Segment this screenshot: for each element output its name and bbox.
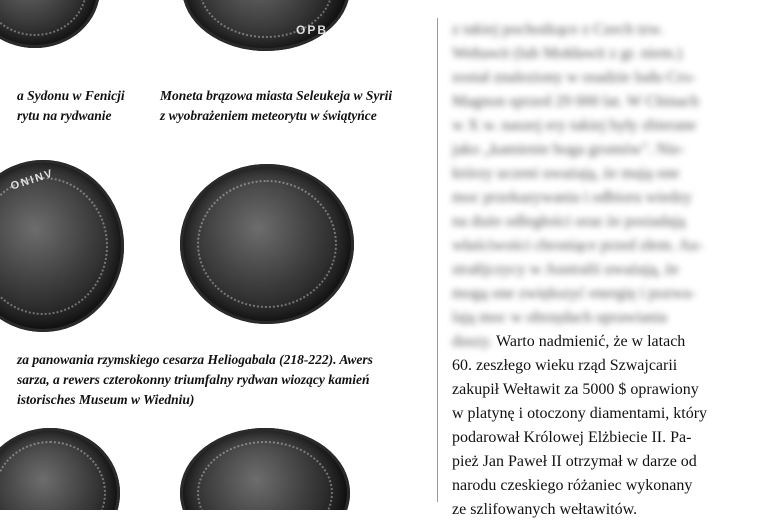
coin-heliogabal-reverse-image — [180, 164, 354, 324]
article-column — [452, 18, 760, 522]
caption-seleukeja: Moneta brązowa miasta Seleukeja w Syrii z wyobrażeniem meteorytu w świątyńce — [160, 88, 393, 123]
coin-top-left-image — [0, 0, 100, 48]
coin-legend: ONINV — [9, 167, 56, 193]
coin-heliogabal-obverse-image — [0, 160, 124, 332]
blurred-lead-word: duszy. — [452, 333, 493, 350]
coin-top-right-image — [182, 0, 350, 51]
coin-legend: ΟΡΒ — [295, 23, 328, 37]
column-divider — [437, 18, 438, 502]
coin-bottom-right-image — [180, 428, 350, 510]
article-paragraph: duszy. Warto nadmienić, że w latach 60. zeszłego wieku rząd Szwajcarii zakupił Wełtawit za 5000 $ oprawiony w platynę i otoczony diamentami, który podarował Królowej Elżbiecie II. Pa- pież Jan Paweł II otrzymał w darze od narodu czeskiego różaniec wykonany ze szlifowanych wełtawitów. — [452, 333, 708, 518]
blurred-article-text: z takiej pochodzące z Czech tzw. Wełtawit (lub Mołdawit z gr. niem.) został znaleziony w osadzie ludu Cro- Magnon sprzed 29 000 lat. W Chinach w X w. naszej ery takiej były zbierane jako „kamienie boga gromów". Nie- którzy uczeni uważają, że mają one moc przekazywania i odbioru wiedzy na duże odległości oraz że posiadają właściwości chroniące przed złem. Au- strałijczycy w Australii uważają, że mogą one zwiększyć energię i pozwa- lają moc w obrzędach uprawiania — [452, 21, 704, 326]
caption-sydon: a Sydonu w Fenicji rytu na rydwanie — [17, 88, 125, 123]
caption-heliogabal: za panowania rzymskiego cesarza Heliogabala (218-222). Awers sarza, a rewers czterokonny triumfalny rydwan wiozący kamień istorisches Museum w Wiedniu) — [17, 352, 373, 407]
coin-bottom-left-image — [0, 428, 120, 510]
